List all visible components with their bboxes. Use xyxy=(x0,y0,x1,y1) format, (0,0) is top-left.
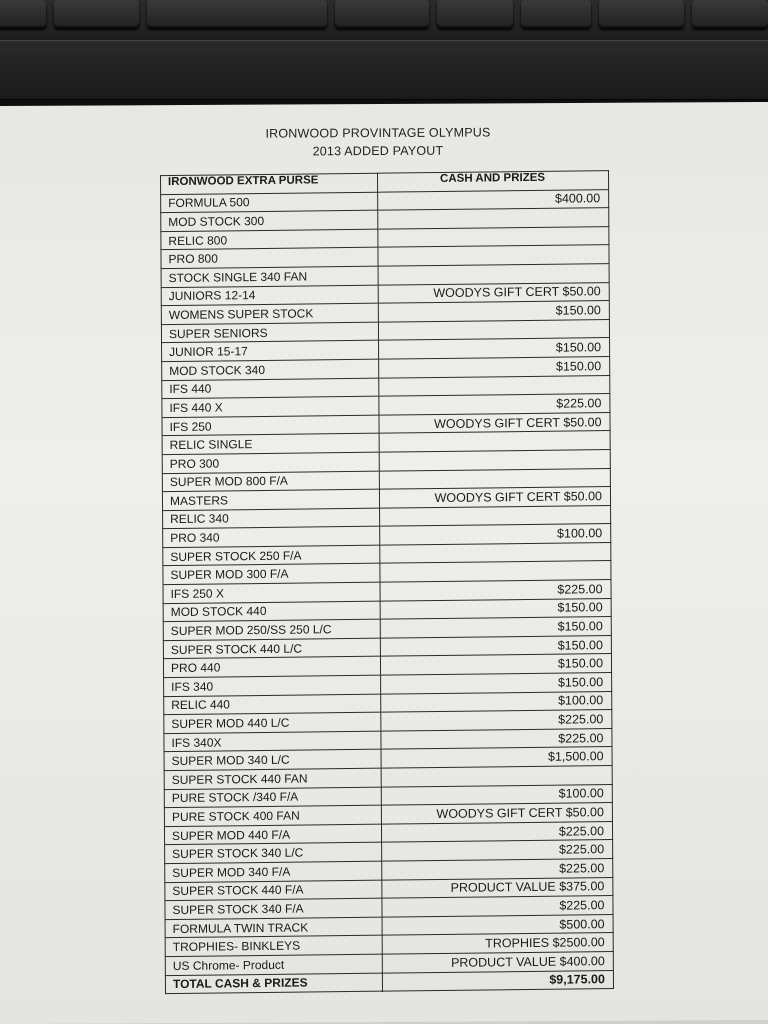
row-category: SUPER STOCK 250 F/A xyxy=(163,545,380,566)
row-category: MOD STOCK 340 xyxy=(162,359,379,380)
row-prize: WOODYS GIFT CERT $50.00 xyxy=(381,803,612,824)
row-prize: WOODYS GIFT CERT $50.00 xyxy=(379,412,610,433)
row-category: SUPER MOD 250/SS 250 L/C xyxy=(163,619,380,640)
row-category: SUPER STOCK 340 L/C xyxy=(165,843,382,864)
row-prize: $225.00 xyxy=(382,859,613,880)
row-category: RELIC 800 xyxy=(161,229,378,250)
row-category: MASTERS xyxy=(162,489,379,510)
row-prize: $150.00 xyxy=(380,617,611,638)
keyboard-key-row xyxy=(0,0,768,34)
total-label: TOTAL CASH & PRIZES xyxy=(165,973,382,994)
row-prize: WOODYS GIFT CERT $50.00 xyxy=(379,487,610,508)
row-prize: $150.00 xyxy=(378,301,609,322)
row-prize: $225.00 xyxy=(381,821,612,842)
row-prize: $225.00 xyxy=(379,394,610,415)
row-prize: $225.00 xyxy=(382,896,613,917)
row-category: PURE STOCK /340 F/A xyxy=(164,787,381,808)
row-category: US Chrome- Product xyxy=(165,954,382,975)
total-value: $9,175.00 xyxy=(382,970,613,991)
row-prize: WOODYS GIFT CERT $50.00 xyxy=(378,282,609,303)
row-category: MOD STOCK 300 xyxy=(161,210,378,231)
row-prize: $500.00 xyxy=(382,914,613,935)
row-prize: $225.00 xyxy=(380,580,611,601)
row-category: MOD STOCK 440 xyxy=(163,601,380,622)
keyboard-key xyxy=(521,0,592,28)
row-prize: $100.00 xyxy=(380,524,611,545)
row-prize: $400.00 xyxy=(378,189,609,210)
row-category: RELIC 340 xyxy=(163,508,380,529)
row-category: RELIC SINGLE xyxy=(162,433,379,454)
row-category: STOCK SINGLE 340 FAN xyxy=(161,266,378,287)
row-category: JUNIOR 15-17 xyxy=(162,341,379,362)
keyboard-key xyxy=(147,0,326,28)
document-title: IRONWOOD PROVINTAGE OLYMPUS xyxy=(265,125,491,141)
row-category: IFS 250 xyxy=(162,415,379,436)
row-category: JUNIORS 12-14 xyxy=(161,285,378,306)
row-category: IFS 440 xyxy=(162,378,379,399)
row-category: SUPER MOD 440 F/A xyxy=(164,824,381,845)
row-category: SUPER STOCK 440 L/C xyxy=(163,638,380,659)
row-prize: $150.00 xyxy=(380,635,611,656)
row-category: SUPER MOD 340 F/A xyxy=(165,861,382,882)
row-category: TROPHIES- BINKLEYS xyxy=(165,935,382,956)
row-category: RELIC 440 xyxy=(164,694,381,715)
row-category: IFS 440 X xyxy=(162,396,379,417)
row-prize: $150.00 xyxy=(380,598,611,619)
keyboard-key xyxy=(692,0,768,28)
row-category: IFS 340X xyxy=(164,731,381,752)
keyboard-background xyxy=(0,0,768,112)
header-prize: CASH AND PRIZES xyxy=(377,171,608,192)
row-category: SUPER MOD 440 L/C xyxy=(164,712,381,733)
row-category: SUPER MOD 300 F/A xyxy=(163,564,380,585)
row-category: PRO 800 xyxy=(161,248,378,269)
row-category: SUPER STOCK 440 F/A xyxy=(165,880,382,901)
row-prize: $150.00 xyxy=(381,673,612,694)
row-category: WOMENS SUPER STOCK xyxy=(161,303,378,324)
row-category: PRO 300 xyxy=(162,452,379,473)
header-category: IRONWOOD EXTRA PURSE xyxy=(161,173,378,194)
row-category: PRO 440 xyxy=(163,657,380,678)
keyboard-key xyxy=(0,0,46,28)
row-category: SUPER STOCK 340 F/A xyxy=(165,898,382,919)
keyboard-key xyxy=(437,0,513,28)
row-category: PRO 340 xyxy=(163,526,380,547)
row-category: PURE STOCK 400 FAN xyxy=(164,805,381,826)
keyboard-key xyxy=(335,0,429,28)
row-prize: $225.00 xyxy=(381,710,612,731)
row-prize: $100.00 xyxy=(381,784,612,805)
row-category: FORMULA 500 xyxy=(161,192,378,213)
row-prize: TROPHIES $2500.00 xyxy=(382,933,613,954)
row-category: IFS 340 xyxy=(164,675,381,696)
row-prize: $150.00 xyxy=(379,357,610,378)
document-subtitle: 2013 ADDED PAYOUT xyxy=(312,143,444,159)
row-prize: $150.00 xyxy=(379,338,610,359)
row-prize: $150.00 xyxy=(380,654,611,675)
keyboard-base xyxy=(0,40,768,100)
row-category: IFS 250 X xyxy=(163,582,380,603)
keyboard-key xyxy=(54,0,139,28)
row-prize: $225.00 xyxy=(381,728,612,749)
row-category: SUPER MOD 340 L/C xyxy=(164,750,381,771)
row-prize: PRODUCT VALUE $375.00 xyxy=(382,877,613,898)
row-category: SUPER MOD 800 F/A xyxy=(162,471,379,492)
row-category: FORMULA TWIN TRACK xyxy=(165,917,382,938)
payout-table xyxy=(160,170,614,994)
paper-document xyxy=(0,102,768,1024)
row-prize: $1,500.00 xyxy=(381,747,612,768)
row-category: SUPER SENIORS xyxy=(161,322,378,343)
row-prize: $100.00 xyxy=(381,691,612,712)
row-category: SUPER STOCK 440 FAN xyxy=(164,768,381,789)
keyboard-key xyxy=(599,0,684,28)
total-row xyxy=(165,970,613,994)
row-prize: $225.00 xyxy=(382,840,613,861)
row-prize: PRODUCT VALUE $400.00 xyxy=(382,951,613,972)
